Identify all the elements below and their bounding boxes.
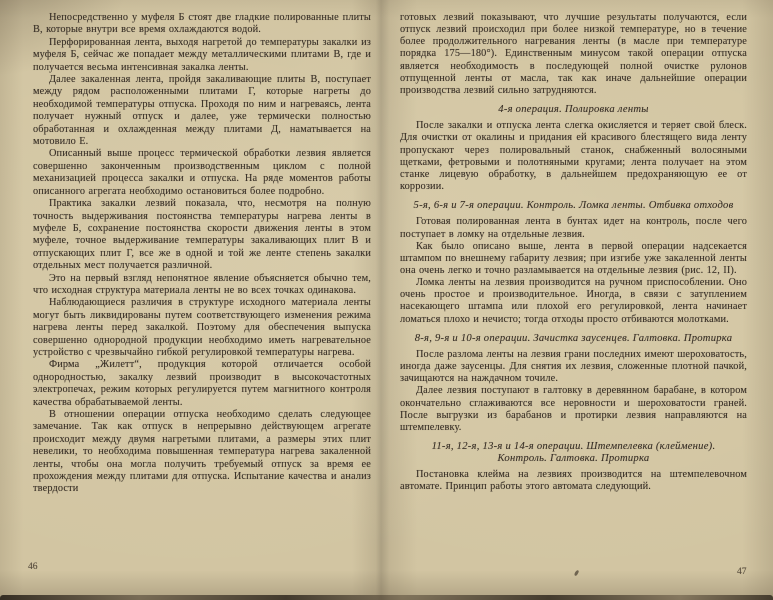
page-right-text — [400, 12, 747, 494]
operation-heading: 5-я, 6-я и 7-я операции. Контроль. Ломка ленты. Отбивка отходов — [413, 200, 734, 212]
paragraph: Далее лезвия поступают в галтовку в деревянном барабане, в котором окончательно сглаживаются все неровности и шероховатости граней. После выгрузки из барабанов и протирки лезвия направляются на штемпелевку. — [400, 385, 747, 433]
paragraph: Непосредственно у муфеля Б стоят две гладкие полированные плиты В, которые внутри все время охлаждаются водой. — [33, 12, 371, 36]
page-left-text — [33, 12, 371, 496]
paragraph: Практика закалки лезвий показала, что, несмотря на полную точность выдерживания постоянства температуры нагрева ленты в муфеле Б, сохранение постоянства скорости движения ленты в этом муфеле, точное выдерживание температуры закаливающих плит В и отпускающих плит Г, все же в одной и той же ленте степень закалки отдельных мест получается различной. — [33, 198, 371, 272]
paragraph: Ломка ленты на лезвия производится на ручном приспособлении. Оно очень простое и производительное. Иногда, в связи с затуплением насекающего штампа или плохой его регулировкой, лента начинает ломаться плохо и нечисто; тогда отходы просто отбиваются молотками. — [400, 277, 747, 325]
paragraph: Постановка клейма на лезвиях производится на штемпелевочном автомате. Принцип работы этого автомата следующий. — [400, 469, 747, 493]
paragraph: Готовая полированная лента в бунтах идет на контроль, после чего поступает в ломку на отдельные лезвия. — [400, 216, 747, 240]
paragraph: После разлома ленты на лезвия грани последних имеют шероховатость, иногда даже заусенцы. Для снятия их лезвия, сложенные плотной пачкой, зачищаются на наждачном точиле. — [400, 348, 747, 385]
page-number-right: 47 — [737, 567, 747, 577]
paragraph: После закалки и отпуска лента слегка окисляется и теряет свой блеск. Для очистки от окалины и придания ей красивого блестящего вида ленту пропускают через полировальный станок, снабженный волосяными щетками, фетровыми и полотняными кругами; лента получает на этом станке лицевую обработку, в дальнейшем предохраняющую ее от коррозии. — [400, 120, 747, 193]
operation-heading: 4-я операция. Полировка ленты — [498, 104, 649, 116]
paragraph: Как было описано выше, лента в первой операции надсекается штампом по внешнему габариту лезвия; при изгибе уже закаленной ленты она очень легко и точно разламывается на отдельные лезвия (рис. 12, II). — [400, 240, 747, 276]
paragraph: Фирма „Жилетт“, продукция которой отличается особой однородностью, закалку лезвий производит в высокочастотных электропечах, режим которых регулируется путем магнитного контроля качества обрабатываемой ленты. — [33, 359, 371, 408]
page-number-left: 46 — [28, 562, 38, 572]
ink-speck — [574, 570, 579, 577]
paragraph: Описанный выше процесс термической обработки лезвия является совершенно законченным производственным циклом с полной механизацией процесса закалки и отпуска. На ряде моментов работы описанного агрегата необходимо остановиться более подробно. — [33, 148, 371, 197]
operation-heading: 8-я, 9-я и 10-я операции. Зачистка заусенцев. Галтовка. Протирка — [414, 332, 733, 344]
paragraph: Это на первый взгляд непонятное явление объясняется обычно тем, что исходная структура материала ленты не во всех точках одинакова. — [33, 272, 371, 296]
operation-heading: 11-я, 12-я, 13-я и 14-я операции. Штемпелевка (клеймение). Контроль. Галтовка. Протирка — [431, 441, 716, 465]
paragraph: Наблюдающиеся различия в структуре исходного материала ленты могут быть ликвидированы путем соответствующего изменения режима нагрева ленты перед закалкой. Поэтому для обеспечения выпуска совершенно однородной продукции необходимо иметь нагревательное устройство с чрезвычайно гибкой регулировкой температуры нагрева. — [33, 297, 371, 358]
paragraph: Перфорированная лента, выходя нагретой до температуры закалки из муфеля Б, сейчас же попадает между металлическими плитами В, где и получается весьма интенсивная закалка ленты. — [33, 36, 371, 73]
paragraph: В отношении операции отпуска необходимо сделать следующее замечание. Так как отпуск в непрерывно действующем агрегате происходит между двумя нагретыми плитами, а размеры этих плит невелики, то необходима повышенная температура нагрева закаленной ленты, чтобы она могла получить требуемый отпуск за время ее прохождения между плитами для отпуска. Испытание качества и анализ твердости — [33, 409, 371, 495]
paragraph: готовых лезвий показывают, что лучшие результаты получаются, если отпуск лезвий происходил при более низкой температуре, но в течение более продолжительного нагревания ленты (в масле при температуре порядка 175—180°). Единственным минусом такой операции отпуска является необходимость в последующей полной очистке рулонов отпущенной ленты от масла, так как иначе дальнейшие операции производства лезвий сильно затрудняются. — [400, 12, 747, 96]
book-bottom-edge — [0, 595, 773, 600]
paragraph: Далее закаленная лента, пройдя закаливающие плиты В, поступает между рядом расположенными плитами Г, которые нагреты до необходимой температуры отпуска. Проходя по ним и нагреваясь, лента получает нужный отпуск и далее, уже термически полностью обработанная и охлажденная между плитами Д, наматывается на мотовило Е. — [33, 74, 371, 148]
